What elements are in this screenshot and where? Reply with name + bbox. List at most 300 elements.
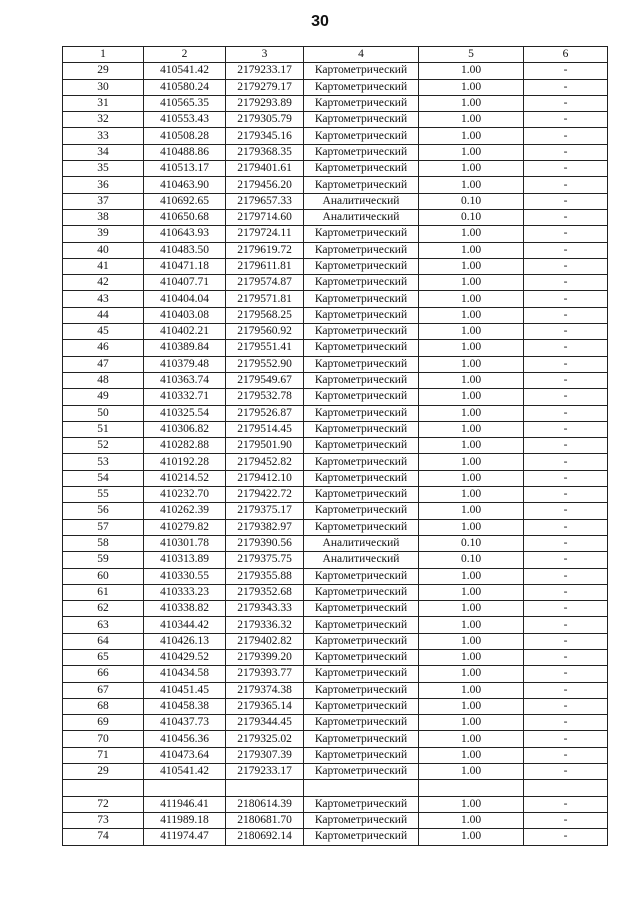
table-row <box>63 649 608 665</box>
cell-point-number: 52 <box>63 438 144 454</box>
cell-note: - <box>524 731 608 747</box>
cell-x-coordinate: 410456.36 <box>144 731 226 747</box>
cell-note: - <box>524 649 608 665</box>
cell-y-coordinate: 2179365.14 <box>226 698 304 714</box>
cell-note: - <box>524 79 608 95</box>
cell-point-number: 35 <box>63 161 144 177</box>
cell-y-coordinate: 2180681.70 <box>226 812 304 828</box>
cell-accuracy: 1.00 <box>419 356 524 372</box>
cell-method: Картометрический <box>304 454 419 470</box>
cell-x-coordinate: 410429.52 <box>144 649 226 665</box>
cell-point-number: 47 <box>63 356 144 372</box>
cell-y-coordinate: 2179526.87 <box>226 405 304 421</box>
cell-note: - <box>524 95 608 111</box>
cell-method: Картометрический <box>304 161 419 177</box>
cell-accuracy: 0.10 <box>419 552 524 568</box>
cell-y-coordinate: 2179501.90 <box>226 438 304 454</box>
cell-method: Картометрический <box>304 731 419 747</box>
cell-y-coordinate: 2179382.97 <box>226 519 304 535</box>
cell-method: Картометрический <box>304 682 419 698</box>
cell-point-number <box>63 780 144 796</box>
table-row <box>63 764 608 780</box>
table-row <box>63 796 608 812</box>
cell-method: Аналитический <box>304 535 419 551</box>
cell-method: Картометрический <box>304 95 419 111</box>
cell-y-coordinate: 2179352.68 <box>226 584 304 600</box>
cell-note: - <box>524 601 608 617</box>
column-header: 4 <box>304 47 419 63</box>
cell-accuracy: 1.00 <box>419 568 524 584</box>
table-row <box>63 731 608 747</box>
cell-method: Картометрический <box>304 389 419 405</box>
cell-x-coordinate: 410344.42 <box>144 617 226 633</box>
cell-method: Картометрический <box>304 405 419 421</box>
cell-point-number: 70 <box>63 731 144 747</box>
cell-method: Аналитический <box>304 193 419 209</box>
column-header: 1 <box>63 47 144 63</box>
cell-y-coordinate: 2179551.41 <box>226 340 304 356</box>
cell-y-coordinate: 2180692.14 <box>226 829 304 845</box>
cell-x-coordinate: 410541.42 <box>144 63 226 79</box>
cell-accuracy: 0.10 <box>419 193 524 209</box>
cell-x-coordinate: 410379.48 <box>144 356 226 372</box>
cell-point-number: 62 <box>63 601 144 617</box>
cell-x-coordinate: 411946.41 <box>144 796 226 812</box>
table-row <box>63 356 608 372</box>
cell-accuracy: 1.00 <box>419 829 524 845</box>
cell-point-number: 29 <box>63 764 144 780</box>
table-row <box>63 389 608 405</box>
cell-point-number: 68 <box>63 698 144 714</box>
cell-note: - <box>524 340 608 356</box>
cell-y-coordinate: 2179574.87 <box>226 275 304 291</box>
cell-y-coordinate: 2180614.39 <box>226 796 304 812</box>
cell-x-coordinate: 410692.65 <box>144 193 226 209</box>
cell-point-number: 40 <box>63 242 144 258</box>
cell-x-coordinate: 410313.89 <box>144 552 226 568</box>
cell-note: - <box>524 519 608 535</box>
table-row <box>63 812 608 828</box>
cell-x-coordinate: 410282.88 <box>144 438 226 454</box>
cell-accuracy: 1.00 <box>419 128 524 144</box>
cell-point-number: 41 <box>63 258 144 274</box>
cell-x-coordinate: 410541.42 <box>144 764 226 780</box>
table-row <box>63 226 608 242</box>
cell-note: - <box>524 747 608 763</box>
cell-x-coordinate: 410192.28 <box>144 454 226 470</box>
cell-point-number: 31 <box>63 95 144 111</box>
cell-y-coordinate: 2179325.02 <box>226 731 304 747</box>
table-row <box>63 666 608 682</box>
cell-method: Картометрический <box>304 307 419 323</box>
cell-accuracy: 1.00 <box>419 698 524 714</box>
cell-point-number: 48 <box>63 372 144 388</box>
cell-point-number: 34 <box>63 144 144 160</box>
cell-note: - <box>524 112 608 128</box>
cell-accuracy: 1.00 <box>419 226 524 242</box>
table-row <box>63 682 608 698</box>
cell-note: - <box>524 421 608 437</box>
cell-y-coordinate: 2179375.75 <box>226 552 304 568</box>
cell-y-coordinate: 2179279.17 <box>226 79 304 95</box>
cell-note <box>524 780 608 796</box>
cell-method: Картометрический <box>304 568 419 584</box>
table-row <box>63 307 608 323</box>
cell-accuracy: 1.00 <box>419 340 524 356</box>
cell-accuracy: 1.00 <box>419 438 524 454</box>
cell-method: Картометрический <box>304 258 419 274</box>
cell-y-coordinate: 2179532.78 <box>226 389 304 405</box>
cell-point-number: 55 <box>63 487 144 503</box>
cell-note: - <box>524 405 608 421</box>
cell-y-coordinate: 2179422.72 <box>226 487 304 503</box>
cell-x-coordinate: 410404.04 <box>144 291 226 307</box>
cell-accuracy: 1.00 <box>419 601 524 617</box>
cell-method: Картометрический <box>304 764 419 780</box>
cell-y-coordinate: 2179552.90 <box>226 356 304 372</box>
cell-point-number: 49 <box>63 389 144 405</box>
cell-y-coordinate: 2179456.20 <box>226 177 304 193</box>
cell-accuracy: 1.00 <box>419 95 524 111</box>
cell-y-coordinate: 2179714.60 <box>226 209 304 225</box>
cell-accuracy: 1.00 <box>419 324 524 340</box>
table-row <box>63 324 608 340</box>
cell-point-number: 63 <box>63 617 144 633</box>
table-row <box>63 275 608 291</box>
cell-y-coordinate: 2179393.77 <box>226 666 304 682</box>
cell-note: - <box>524 503 608 519</box>
cell-method: Картометрический <box>304 324 419 340</box>
cell-y-coordinate: 2179374.38 <box>226 682 304 698</box>
table-row <box>63 209 608 225</box>
table-row <box>63 633 608 649</box>
cell-method: Картометрический <box>304 128 419 144</box>
cell-note: - <box>524 356 608 372</box>
cell-note: - <box>524 128 608 144</box>
table-row <box>63 421 608 437</box>
cell-y-coordinate: 2179305.79 <box>226 112 304 128</box>
cell-method: Картометрический <box>304 503 419 519</box>
cell-method: Картометрический <box>304 649 419 665</box>
cell-note: - <box>524 812 608 828</box>
cell-x-coordinate: 410363.74 <box>144 372 226 388</box>
cell-method: Картометрический <box>304 617 419 633</box>
cell-accuracy: 1.00 <box>419 177 524 193</box>
cell-point-number: 72 <box>63 796 144 812</box>
table-body <box>63 63 608 845</box>
column-header: 6 <box>524 47 608 63</box>
cell-note: - <box>524 324 608 340</box>
cell-y-coordinate: 2179514.45 <box>226 421 304 437</box>
cell-x-coordinate: 410580.24 <box>144 79 226 95</box>
cell-note: - <box>524 698 608 714</box>
cell-y-coordinate: 2179560.92 <box>226 324 304 340</box>
cell-note: - <box>524 535 608 551</box>
cell-point-number: 60 <box>63 568 144 584</box>
cell-x-coordinate: 410513.17 <box>144 161 226 177</box>
cell-accuracy: 1.00 <box>419 79 524 95</box>
cell-x-coordinate: 410279.82 <box>144 519 226 535</box>
cell-x-coordinate: 410553.43 <box>144 112 226 128</box>
cell-note: - <box>524 389 608 405</box>
cell-y-coordinate: 2179657.33 <box>226 193 304 209</box>
cell-point-number: 51 <box>63 421 144 437</box>
cell-x-coordinate: 410488.86 <box>144 144 226 160</box>
cell-note: - <box>524 438 608 454</box>
cell-x-coordinate: 410471.18 <box>144 258 226 274</box>
cell-note: - <box>524 552 608 568</box>
column-header: 3 <box>226 47 304 63</box>
cell-method: Картометрический <box>304 226 419 242</box>
cell-accuracy <box>419 780 524 796</box>
cell-x-coordinate: 410333.23 <box>144 584 226 600</box>
cell-y-coordinate: 2179412.10 <box>226 470 304 486</box>
table-row <box>63 601 608 617</box>
cell-x-coordinate: 410463.90 <box>144 177 226 193</box>
cell-note: - <box>524 829 608 845</box>
cell-x-coordinate: 410262.39 <box>144 503 226 519</box>
table-row <box>63 715 608 731</box>
table-row <box>63 552 608 568</box>
cell-method: Аналитический <box>304 552 419 568</box>
table-row <box>63 470 608 486</box>
cell-accuracy: 1.00 <box>419 242 524 258</box>
cell-y-coordinate: 2179724.11 <box>226 226 304 242</box>
table-row <box>63 747 608 763</box>
cell-point-number: 57 <box>63 519 144 535</box>
cell-accuracy: 1.00 <box>419 372 524 388</box>
cell-y-coordinate: 2179611.81 <box>226 258 304 274</box>
cell-method: Картометрический <box>304 666 419 682</box>
cell-point-number: 71 <box>63 747 144 763</box>
cell-x-coordinate: 410473.64 <box>144 747 226 763</box>
cell-x-coordinate: 410483.50 <box>144 242 226 258</box>
cell-y-coordinate: 2179390.56 <box>226 535 304 551</box>
table-row <box>63 161 608 177</box>
cell-x-coordinate: 410650.68 <box>144 209 226 225</box>
cell-y-coordinate: 2179343.33 <box>226 601 304 617</box>
table-row <box>63 568 608 584</box>
cell-point-number: 59 <box>63 552 144 568</box>
cell-point-number: 56 <box>63 503 144 519</box>
cell-accuracy: 1.00 <box>419 503 524 519</box>
table-row <box>63 177 608 193</box>
cell-point-number: 69 <box>63 715 144 731</box>
cell-method: Картометрический <box>304 144 419 160</box>
cell-accuracy: 1.00 <box>419 649 524 665</box>
table-row <box>63 144 608 160</box>
cell-point-number: 50 <box>63 405 144 421</box>
cell-note: - <box>524 193 608 209</box>
cell-point-number: 36 <box>63 177 144 193</box>
cell-method: Картометрический <box>304 715 419 731</box>
cell-point-number: 53 <box>63 454 144 470</box>
cell-accuracy: 1.00 <box>419 275 524 291</box>
cell-accuracy: 0.10 <box>419 209 524 225</box>
cell-method: Картометрический <box>304 242 419 258</box>
cell-point-number: 66 <box>63 666 144 682</box>
cell-accuracy: 1.00 <box>419 144 524 160</box>
cell-point-number: 33 <box>63 128 144 144</box>
table-row <box>63 829 608 845</box>
table-row <box>63 258 608 274</box>
cell-x-coordinate: 410402.21 <box>144 324 226 340</box>
cell-y-coordinate: 2179401.61 <box>226 161 304 177</box>
cell-accuracy: 1.00 <box>419 666 524 682</box>
cell-method: Картометрический <box>304 487 419 503</box>
cell-accuracy: 0.10 <box>419 535 524 551</box>
table-row <box>63 584 608 600</box>
cell-accuracy: 1.00 <box>419 291 524 307</box>
cell-y-coordinate: 2179571.81 <box>226 291 304 307</box>
cell-point-number: 54 <box>63 470 144 486</box>
cell-method: Картометрический <box>304 112 419 128</box>
cell-point-number: 30 <box>63 79 144 95</box>
cell-x-coordinate: 410301.78 <box>144 535 226 551</box>
cell-accuracy: 1.00 <box>419 731 524 747</box>
cell-point-number: 61 <box>63 584 144 600</box>
cell-point-number: 43 <box>63 291 144 307</box>
cell-x-coordinate: 410325.54 <box>144 405 226 421</box>
cell-method: Картометрический <box>304 340 419 356</box>
cell-point-number: 73 <box>63 812 144 828</box>
cell-note: - <box>524 177 608 193</box>
cell-note: - <box>524 454 608 470</box>
cell-note: - <box>524 226 608 242</box>
cell-x-coordinate: 410306.82 <box>144 421 226 437</box>
cell-y-coordinate: 2179336.32 <box>226 617 304 633</box>
cell-x-coordinate <box>144 780 226 796</box>
cell-accuracy: 1.00 <box>419 405 524 421</box>
table-row <box>63 503 608 519</box>
cell-y-coordinate: 2179399.20 <box>226 649 304 665</box>
table-row <box>63 698 608 714</box>
cell-note: - <box>524 584 608 600</box>
cell-y-coordinate: 2179233.17 <box>226 63 304 79</box>
table-row <box>63 128 608 144</box>
cell-accuracy: 1.00 <box>419 812 524 828</box>
cell-x-coordinate: 410389.84 <box>144 340 226 356</box>
cell-point-number: 74 <box>63 829 144 845</box>
cell-x-coordinate: 410403.08 <box>144 307 226 323</box>
cell-x-coordinate: 410643.93 <box>144 226 226 242</box>
cell-note: - <box>524 258 608 274</box>
cell-y-coordinate: 2179233.17 <box>226 764 304 780</box>
cell-point-number: 64 <box>63 633 144 649</box>
cell-y-coordinate <box>226 780 304 796</box>
cell-note: - <box>524 291 608 307</box>
cell-accuracy: 1.00 <box>419 487 524 503</box>
cell-accuracy: 1.00 <box>419 682 524 698</box>
cell-y-coordinate: 2179375.17 <box>226 503 304 519</box>
cell-note: - <box>524 275 608 291</box>
cell-accuracy: 1.00 <box>419 633 524 649</box>
table-row <box>63 438 608 454</box>
table-row-blank <box>63 780 608 796</box>
cell-accuracy: 1.00 <box>419 421 524 437</box>
cell-note: - <box>524 470 608 486</box>
table-row <box>63 340 608 356</box>
cell-x-coordinate: 411989.18 <box>144 812 226 828</box>
table-row <box>63 242 608 258</box>
cell-method: Картометрический <box>304 470 419 486</box>
table-row <box>63 79 608 95</box>
cell-method: Картометрический <box>304 796 419 812</box>
cell-note: - <box>524 715 608 731</box>
table-row <box>63 193 608 209</box>
table-row <box>63 95 608 111</box>
cell-y-coordinate: 2179293.89 <box>226 95 304 111</box>
cell-method: Картометрический <box>304 421 419 437</box>
cell-y-coordinate: 2179619.72 <box>226 242 304 258</box>
cell-accuracy: 1.00 <box>419 519 524 535</box>
cell-x-coordinate: 410451.45 <box>144 682 226 698</box>
cell-x-coordinate: 410232.70 <box>144 487 226 503</box>
cell-point-number: 44 <box>63 307 144 323</box>
cell-point-number: 32 <box>63 112 144 128</box>
table-row <box>63 291 608 307</box>
cell-method: Картометрический <box>304 601 419 617</box>
table-row <box>63 372 608 388</box>
cell-note: - <box>524 487 608 503</box>
cell-x-coordinate: 410565.35 <box>144 95 226 111</box>
cell-x-coordinate: 410407.71 <box>144 275 226 291</box>
table-header-row <box>63 47 608 63</box>
cell-method: Картометрический <box>304 812 419 828</box>
cell-x-coordinate: 411974.47 <box>144 829 226 845</box>
cell-note: - <box>524 764 608 780</box>
coordinates-table <box>62 46 608 846</box>
cell-method: Картометрический <box>304 291 419 307</box>
table-row <box>63 112 608 128</box>
column-header: 2 <box>144 47 226 63</box>
cell-accuracy: 1.00 <box>419 470 524 486</box>
cell-method: Картометрический <box>304 747 419 763</box>
cell-method: Картометрический <box>304 356 419 372</box>
cell-note: - <box>524 242 608 258</box>
cell-method: Картометрический <box>304 519 419 535</box>
cell-y-coordinate: 2179355.88 <box>226 568 304 584</box>
cell-point-number: 37 <box>63 193 144 209</box>
cell-note: - <box>524 307 608 323</box>
cell-point-number: 39 <box>63 226 144 242</box>
cell-y-coordinate: 2179368.35 <box>226 144 304 160</box>
page-number: 30 <box>311 13 329 30</box>
cell-x-coordinate: 410508.28 <box>144 128 226 144</box>
cell-accuracy: 1.00 <box>419 161 524 177</box>
cell-method: Картометрический <box>304 698 419 714</box>
cell-note: - <box>524 63 608 79</box>
cell-y-coordinate: 2179345.16 <box>226 128 304 144</box>
table-row <box>63 63 608 79</box>
cell-point-number: 67 <box>63 682 144 698</box>
cell-accuracy: 1.00 <box>419 454 524 470</box>
cell-accuracy: 1.00 <box>419 764 524 780</box>
cell-y-coordinate: 2179307.39 <box>226 747 304 763</box>
column-header: 5 <box>419 47 524 63</box>
table-row <box>63 617 608 633</box>
cell-x-coordinate: 410434.58 <box>144 666 226 682</box>
cell-accuracy: 1.00 <box>419 617 524 633</box>
cell-method <box>304 780 419 796</box>
cell-accuracy: 1.00 <box>419 307 524 323</box>
cell-x-coordinate: 410426.13 <box>144 633 226 649</box>
cell-note: - <box>524 161 608 177</box>
cell-note: - <box>524 633 608 649</box>
cell-method: Картометрический <box>304 438 419 454</box>
cell-x-coordinate: 410214.52 <box>144 470 226 486</box>
cell-x-coordinate: 410458.38 <box>144 698 226 714</box>
